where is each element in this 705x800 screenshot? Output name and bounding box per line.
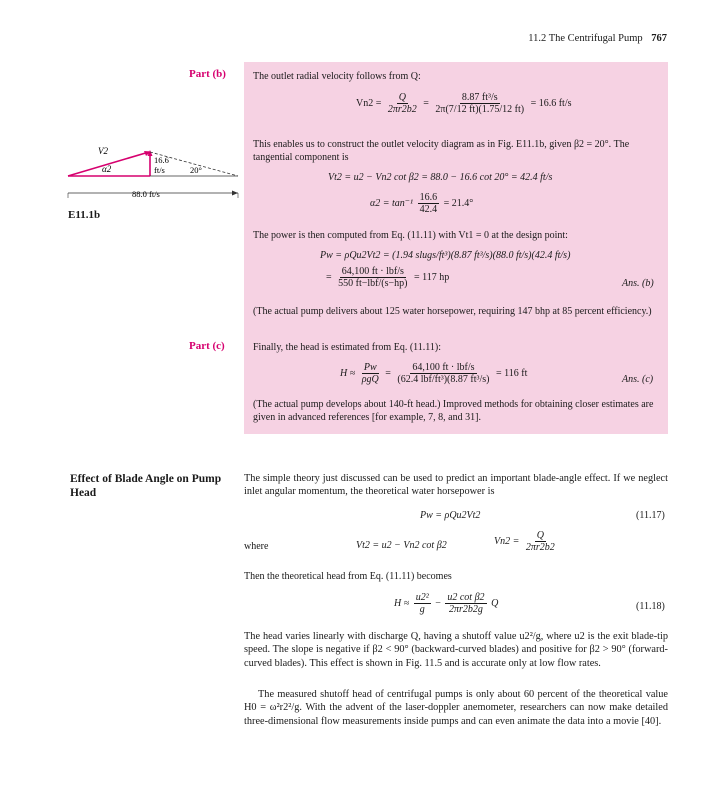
eq-numerator: Q: [536, 530, 544, 541]
eq-numerator: 64,100 ft · lbf/s: [412, 362, 475, 373]
equation-pw: Pw = ρQu2Vt2 = (1.94 slugs/ft³)(8.87 ft³/s)(88.0 ft/s)(42.4 ft/s): [320, 250, 571, 261]
eq-denominator: 42.4: [419, 204, 438, 215]
eq-lhs: H ≈: [394, 597, 410, 609]
equation-11-18: [394, 592, 498, 615]
eq-numerator: u2 cot β2: [447, 592, 485, 603]
velocity-diagram: [40, 140, 250, 220]
eq-numerator: Pw: [363, 362, 377, 373]
eq-numerator: Q: [398, 92, 406, 103]
eq-lhs: H ≈: [340, 367, 356, 379]
eq-numerator: 8.87 ft³/s: [461, 92, 498, 103]
eq-denominator: 2πr2b2g: [449, 604, 483, 615]
eq-result: = 116 ft: [495, 367, 528, 379]
v2-label: V2: [98, 146, 108, 156]
figure-label: E11.1b: [68, 209, 101, 221]
eq-numerator: u2²: [415, 592, 429, 603]
part-b-intro: The outlet radial velocity follows from Q:: [253, 71, 421, 82]
equation-vn2: Vn2 = $\frac{Q}{2\pi r2b2}$ = $\frac{\text{8.87 ft³/s}}{2\pi(7/12 ft)(1.75/12 ft)}$ = 16.6 ft/s: [356, 92, 572, 115]
part-b-label: Part (b): [189, 68, 226, 80]
vn-unit-label: ft/s: [154, 165, 165, 175]
eq-denominator: g: [419, 604, 425, 615]
equation-11-17: Pw = ρQu2Vt2: [420, 510, 481, 521]
eq-numerator: 64,100 ft · lbf/s: [341, 266, 404, 277]
part-b-para3: The power is then computed from Eq. (11.11) with Vt1 = 0 at the design point:: [253, 230, 568, 241]
part-c-label: Part (c): [189, 340, 225, 352]
eq-denominator: 2π(7/12 ft)(1.75/12 ft): [435, 104, 525, 115]
eq-result: = 16.6 ft/s: [530, 97, 572, 109]
eq-operator: −: [435, 597, 441, 609]
part-b-para2: This enables us to construct the outlet velocity diagram as in Fig. E11.1b, given β2 = 20°. The tangential component is: [253, 139, 630, 163]
equation-hp: = $\frac{\text{64,100 ft · lbf/s}}{\text{550 ft−lbf/(s−hp)}}$ = 117 hp: [326, 266, 450, 289]
u2-arrowhead: [232, 191, 238, 196]
eq-lhs: α2 = tan⁻¹: [370, 197, 414, 209]
eq-tail: Q: [491, 597, 499, 609]
eq-lhs: Vn2 =: [356, 97, 382, 109]
equation-number-11-18: (11.18): [636, 601, 665, 612]
section-para4: The measured shutoff head of centrifugal pumps is only about 60 percent of the theoretical value H0 = ω²r2²/g. With the advent of the laser-doppler anemometer, researchers can now make detailed three-dimensional flow measurements inside pumps and can even animate the data into a movie [40].: [244, 689, 668, 727]
beta-label: 20°: [190, 165, 202, 175]
eq-denominator: ρgQ: [361, 374, 379, 385]
eq-denominator: 2πr2b2: [387, 104, 417, 115]
eq-lhs: Vn2 =: [494, 535, 520, 547]
section-para1: The simple theory just discussed can be used to predict an important blade-angle effect. If we neglect inlet angular momentum, the theoretical water horsepower is: [244, 473, 668, 498]
section-heading: Effect of Blade Angle on Pump Head: [70, 473, 222, 499]
part-c-note: (The actual pump develops about 140-ft head.) Improved methods for obtaining closer estimates are given in advanced references [for example, 7, 8, and 31].: [253, 399, 654, 423]
eq-denominator: 550 ft−lbf/(s−hp): [338, 278, 408, 289]
where-equation-vt2: Vt2 = u2 − Vn2 cot β2: [356, 540, 447, 551]
equation-vt2: Vt2 = u2 − Vn2 cot β2 = 88.0 − 16.6 cot 20° = 42.4 ft/s: [328, 172, 553, 183]
eq-denominator: 2πr2b2: [525, 542, 555, 553]
section-para3: The head varies linearly with discharge Q, having a shutoff value u2²/g, where u2 is the exit blade-tip speed. The slope is negative if β2 < 90° (backward-curved blades) and positive for β2 > 90° (forward-curved blades). This effect is shown in Fig. 11.5 and is accurate only at low flow rates.: [244, 631, 668, 669]
alpha2-label: α2: [102, 164, 112, 174]
answer-b: Ans. (b): [622, 278, 654, 289]
running-header: [528, 33, 667, 44]
where-label: where: [244, 541, 269, 552]
equation-head: H ≈ $\frac{Pw}{\text{ρgQ}}$ = $\frac{\text{64,100 ft · lbf/s}}{\text{(62.4 lbf/ft³)(8.87 ft³/s)}}$ = 116 ft: [340, 362, 528, 385]
part-b-note: (The actual pump delivers about 125 water horsepower, requiring 147 bhp at 85 percent efficiency.): [253, 306, 652, 317]
u2-label: 88.0 ft/s: [132, 189, 160, 199]
header-section: 11.2 The Centrifugal Pump: [528, 33, 643, 44]
equation-number-11-17: (11.17): [636, 510, 665, 521]
vn-value-label: 16.6: [154, 155, 169, 165]
eq-denominator: (62.4 lbf/ft³)(8.87 ft³/s): [397, 374, 490, 385]
eq-result: = 117 hp: [413, 271, 450, 283]
eq-numerator: 16.6: [419, 192, 438, 203]
answer-c: Ans. (c): [622, 374, 654, 385]
eq-result: = 21.4°: [443, 197, 474, 209]
equation-alpha2: [370, 192, 473, 215]
where-equation-vn2: [494, 530, 559, 553]
page-number: 767: [651, 33, 667, 44]
part-c-intro: Finally, the head is estimated from Eq. (11.11):: [253, 342, 442, 353]
section-para2: Then the theoretical head from Eq. (11.11) becomes: [244, 571, 452, 582]
